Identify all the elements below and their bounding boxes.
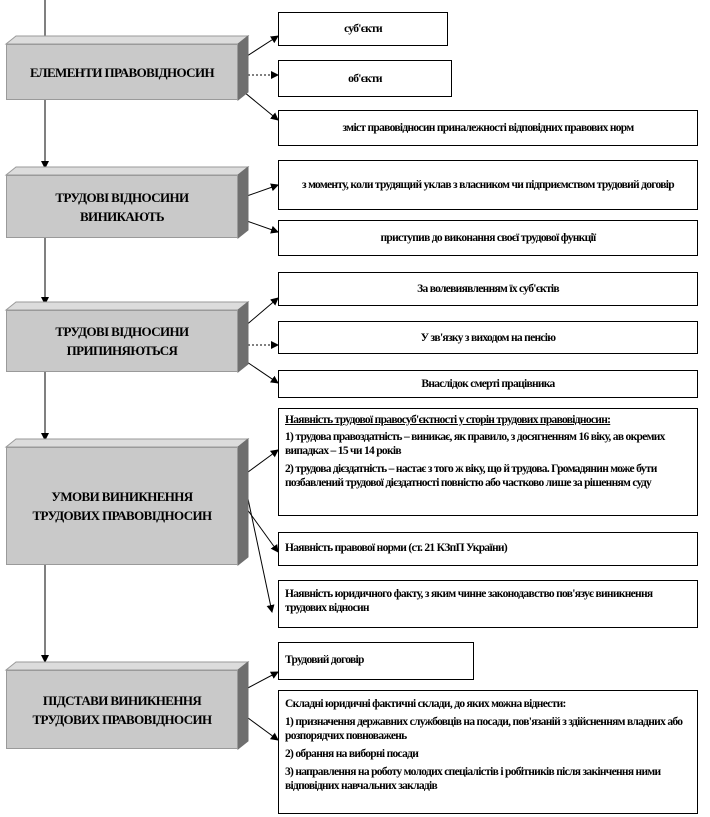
box3-depth-side [238, 302, 248, 372]
item-started-function: приступив до виконання своєї трудової функції [278, 220, 698, 256]
box1-depth [6, 36, 248, 44]
arrow-b3-will [244, 298, 278, 327]
arrow-b1-content [244, 92, 278, 120]
box2-depth [6, 167, 248, 175]
arrow-b1-subjects [244, 36, 278, 58]
item-legal-capacity [278, 408, 698, 516]
box4-depth-side [238, 439, 248, 565]
box4-depth [6, 439, 248, 447]
arrow-b2-contract [244, 185, 278, 197]
legal-capacity-heading: Наявність трудової правосуб'єктності у сторін трудових правовідносин: [285, 414, 611, 426]
item-legal-fact: Наявність юридичного факту, з яким чинне законодавство пов'язує виникнення трудових відносин [278, 580, 698, 628]
box-relations-arise [6, 175, 238, 238]
complex-facts-line-3: 3) направлення на роботу молодих спеціалістів і робітників після закінчення ними відповідних навчальних закладів [285, 766, 661, 792]
box-relations-arise-title: ТРУДОВІ ВІДНОСИНИ ВИНИКАЮТЬ [6, 175, 238, 238]
box-relations-terminate-title: ТРУДОВІ ВІДНОСИНИ ПРИПИНЯЮТЬСЯ [6, 310, 238, 372]
box-grounds [6, 670, 238, 749]
item-will-of-subjects: За волевиявленням їх суб'єктів [278, 272, 698, 306]
box5-depth-side [238, 662, 248, 749]
arrow-b2-function [244, 220, 278, 232]
box1-depth-side [238, 36, 248, 100]
box-conditions-title: УМОВИ ВИНИКНЕННЯ ТРУДОВИХ ПРАВОВІДНОСИН [6, 447, 238, 565]
legal-capacity-line-1: 1) трудова правоздатність – виникає, як правило, з досягненням 16 віку, ав окремих випадках – 15 чи 14 років [285, 431, 665, 457]
arrow-b5-complex [244, 715, 278, 740]
box-conditions [6, 447, 238, 565]
box2-depth-side [238, 167, 248, 238]
box-relations-terminate [6, 310, 238, 372]
arrow-b4-capacity [244, 450, 278, 475]
arrow-b3-death [244, 360, 278, 383]
box5-depth [6, 662, 248, 670]
item-legal-norm: Наявність правової норми (ст. 21 КЗпП України) [278, 532, 698, 566]
item-labor-contract: Трудовий договір [278, 642, 474, 680]
item-complex-facts [278, 690, 698, 814]
box-elements [6, 44, 238, 100]
complex-facts-heading: Складні юридичні фактичні склади, до яких можна віднести: [285, 698, 566, 710]
item-content: зміст правовідносин приналежності відповідних правових норм [278, 110, 698, 146]
item-subjects: суб'єкти [278, 12, 448, 46]
item-objects: об'єкти [278, 60, 452, 97]
item-from-contract: з моменту, коли трудящий уклав з власником чи підприємством трудовий договір [278, 160, 698, 210]
legal-capacity-line-2: 2) трудова дієздатність – настає з того ж віку, що й трудова. Громадянин може бути позбавлений трудової дієздатності повністю або частково лише за рішенням суду [285, 463, 657, 489]
arrow-b5-contract [244, 672, 278, 690]
box-elements-title: ЕЛЕМЕНТИ ПРАВОВІДНОСИН [6, 44, 238, 100]
item-retirement: У зв'язку з виходом на пенсію [278, 321, 698, 354]
item-death: Внаслідок смерті працівника [278, 370, 698, 398]
complex-facts-line-2: 2) обрання на виборні посади [285, 748, 419, 760]
complex-facts-line-1: 1) призначення державних службовців на посади, пов'язаній з здійсненням владних або розпорядчих повноважень [285, 716, 683, 742]
arrow-b4-norm [244, 505, 278, 552]
box3-depth [6, 302, 248, 310]
box-grounds-title: ПІДСТАВИ ВИНИКНЕННЯ ТРУДОВИХ ПРАВОВІДНОСИН [6, 670, 238, 749]
